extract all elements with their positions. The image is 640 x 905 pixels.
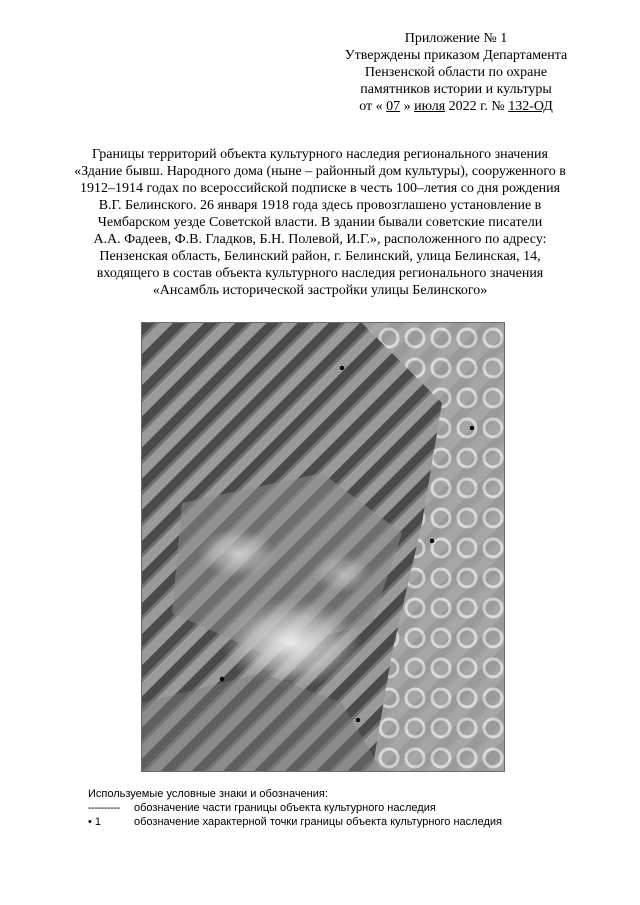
appendix-line: Приложение № 1	[404, 31, 508, 46]
appendix-line: памятников истории и культуры	[360, 82, 552, 97]
appendix-line: Пензенской области по охране	[364, 65, 548, 80]
title-line: Пензенская область, Белинский район, г. Белинский, улица Белинская, 14,	[99, 249, 541, 264]
legend-item-text: обозначение части границы объекта культурного наследия	[134, 802, 436, 814]
title-line: А.А. Фадеев, Ф.В. Гладков, Б.Н. Полевой, И.Г.», расположенного по адресу:	[93, 232, 547, 247]
title-line: входящего в состав объекта культурного наследия регионального значения	[96, 266, 544, 281]
aerial-map-image	[141, 322, 505, 772]
date-mid: »	[400, 99, 415, 114]
document-title	[60, 146, 580, 299]
order-number: 132-ОД	[508, 99, 553, 114]
legend-item-text: обозначение характерной точки границы объекта культурного наследия	[134, 816, 502, 828]
legend	[88, 787, 502, 829]
appendix-line: Утверждены приказом Департамента	[344, 48, 568, 63]
title-line: Чембарском уезде Советской власти. В здании бывали советские писатели	[97, 215, 543, 230]
dashed-line-symbol: ----------	[88, 802, 120, 814]
date-prefix: от «	[359, 99, 387, 114]
legend-item-boundary	[88, 801, 502, 815]
title-line: 1912–1914 годах по всероссийской подписке в честь 100–летия со дня рождения	[79, 181, 561, 196]
point-marker-symbol: • 1	[88, 816, 102, 828]
legend-heading: Используемые условные знаки и обозначения:	[88, 788, 328, 800]
title-line: «Здание бывш. Народного дома (ныне – районный дом культуры), сооруженного в	[74, 164, 566, 179]
date-month: июля	[414, 99, 446, 114]
title-line: Границы территорий объекта культурного наследия регионального значения	[92, 147, 548, 162]
title-line: «Ансамбль исторической застройки улицы Белинского»	[152, 283, 488, 298]
appendix-header	[326, 30, 586, 115]
appendix-date-line	[326, 98, 586, 115]
title-line: В.Г. Белинского. 26 января 1918 года здесь провозглашено установление в	[98, 198, 542, 213]
map-raster	[142, 323, 504, 771]
date-day: 07	[386, 99, 401, 114]
date-year: 2022 г. №	[445, 99, 509, 114]
legend-item-point	[88, 815, 502, 829]
